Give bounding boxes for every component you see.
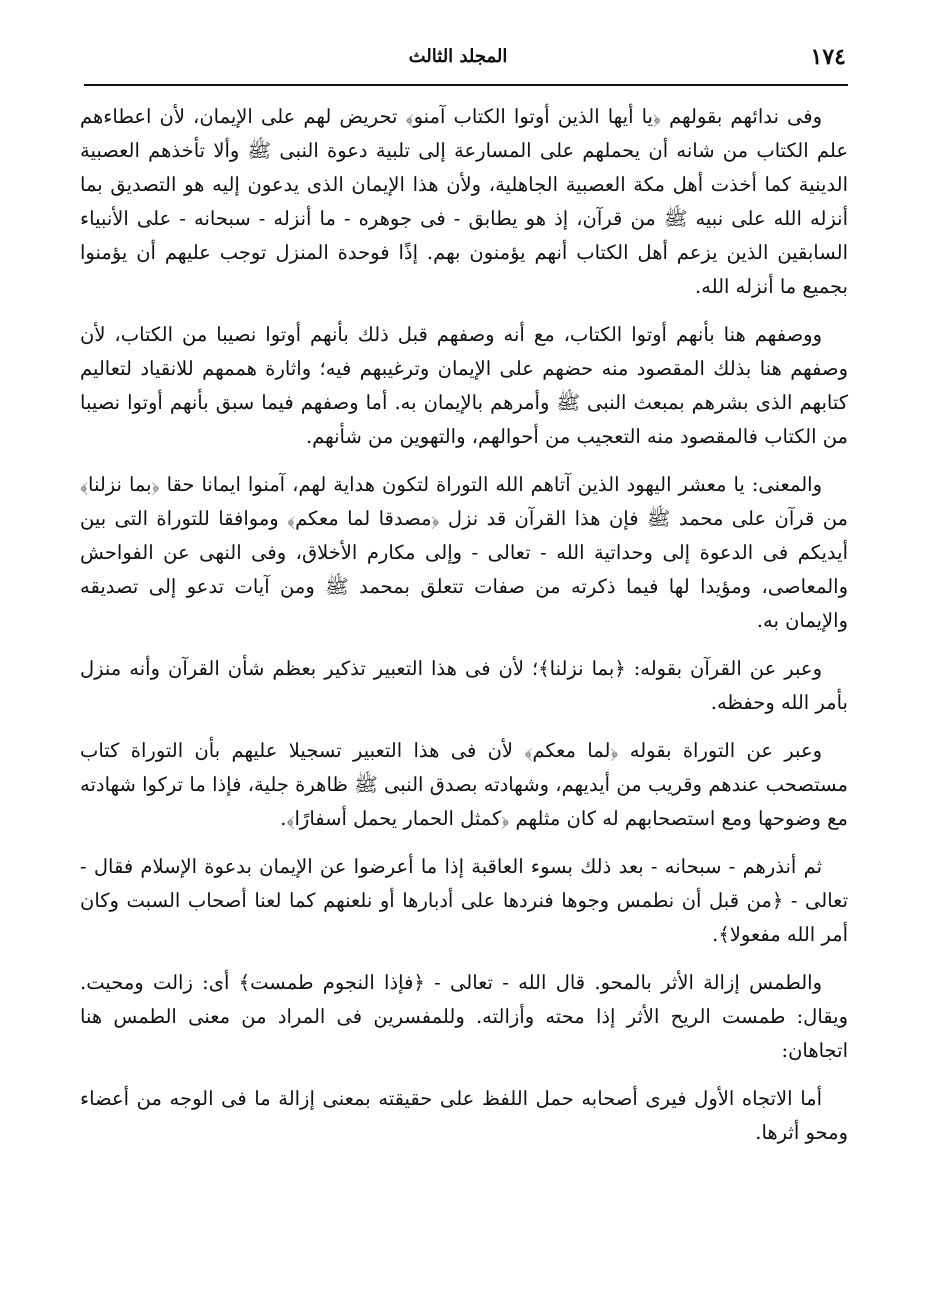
paragraph: ثم أنذرهم - سبحانه - بعد ذلك بسوء العاقبة إذا ما أعرضوا عن الإيمان بدعوة الإسلام فقال - تعالى - ﴿من قبل أن نطمس وجوها فنردها على أدبارها أو نلعنهم كما لعنا أصحاب السبت وكان أمر الله مفعولا﴾. [80, 855, 848, 946]
page-number: ١٧٤ [810, 44, 846, 70]
page-header [70, 38, 846, 78]
paragraph: وعبر عن القرآن بقوله: ﴿بما نزلنا﴾؛ لأن فى هذا التعبير تذكير بعظم شأن القرآن وأنه منزل بأمر الله وحفظه. [80, 657, 848, 714]
header-rule [84, 84, 848, 86]
paragraph: والطمس إزالة الأثر بالمحو. قال الله - تعالى - ﴿فإذا النجوم طمست﴾ أى: زالت ومحيت. ويقال: طمست الريح الأثر إذا محته وأزالته. وللمفسرين فى المراد من معنى الطمس هنا اتجاهان: [80, 971, 848, 1062]
running-title: المجلد الثالث [408, 46, 508, 67]
paragraph: أما الاتجاه الأول فيرى أصحابه حمل اللفظ على حقيقته بمعنى إزالة ما فى الوجه من أعضاء ومحو أثرها. [80, 1087, 848, 1144]
paragraph: ووصفهم هنا بأنهم أوتوا الكتاب، مع أنه وصفهم قبل ذلك بأنهم أوتوا نصيبا من الكتاب، لأن وصفهم هنا بذلك المقصود منه حضهم على الإيمان وترغيبهم فيه؛ واثارة هممهم للانقياد لتعاليم كتابهم الذى بشرهم بمبعث النبى ﷺ وأمرهم بالإيمان به. أما وصفهم فيما سبق بأنهم أوتوا نصيبا من الكتاب فالمقصود منه التعجيب من أحوالهم، والتهوين من شأنهم. [80, 323, 848, 448]
paragraph: وعبر عن التوراة بقوله ﴿لما معكم﴾ لأن فى هذا التعبير تسجيلا عليهم بأن التوراة كتاب مستصحب عندهم وقريب من أيديهم، وشهادته بصدق النبى ﷺ ظاهرة جلية، فإذا ما تركوا شهادته مع وضوحها ومع استصحابهم له كان مثلهم ﴿كمثل الحمار يحمل أسفارًا﴾. [80, 739, 848, 830]
paragraph: وفى ندائهم بقولهم ﴿يا أيها الذين أوتوا الكتاب آمنو﴾ تحريض لهم على الإيمان، لأن اعطاءهم علم الكتاب من شانه أن يحملهم على المسارعة إلى تلبية دعوة النبى ﷺ وألا تأخذهم العصبية الدينية كما أخذت أهل مكة العصبية الجاهلية، ولأن هذا الإيمان الذى يدعون إليه هو التصديق بما أنزله الله على نبيه ﷺ من قرآن، إذ هو يطابق - فى جوهره - ما أنزله - سبحانه - على الأنبياء السابقين الذين يزعم أهل الكتاب أنهم يؤمنون بهم. إذًا فوحدة المنزل توجب عليهم أن يؤمنوا بجميع ما أنزله الله. [80, 105, 848, 298]
paragraph: والمعنى: يا معشر اليهود الذين آتاهم الله التوراة لتكون هداية لهم، آمنوا ايمانا حقا ﴿بما نزلنا﴾ من قرآن على محمد ﷺ فإن هذا القرآن قد نزل ﴿مصدقا لما معكم﴾ وموافقا للتوراة التى بين أيديكم فى الدعوة إلى وحداتية الله - تعالى - وإلى مكارم الأخلاق، وفى النهى عن الفواحش والمعاصى، ومؤيدا لها فيما ذكرته من صفات تتعلق بمحمد ﷺ ومن آيات تدعو إلى تصديقه والإيمان به. [80, 473, 848, 632]
body-text [80, 100, 848, 1150]
